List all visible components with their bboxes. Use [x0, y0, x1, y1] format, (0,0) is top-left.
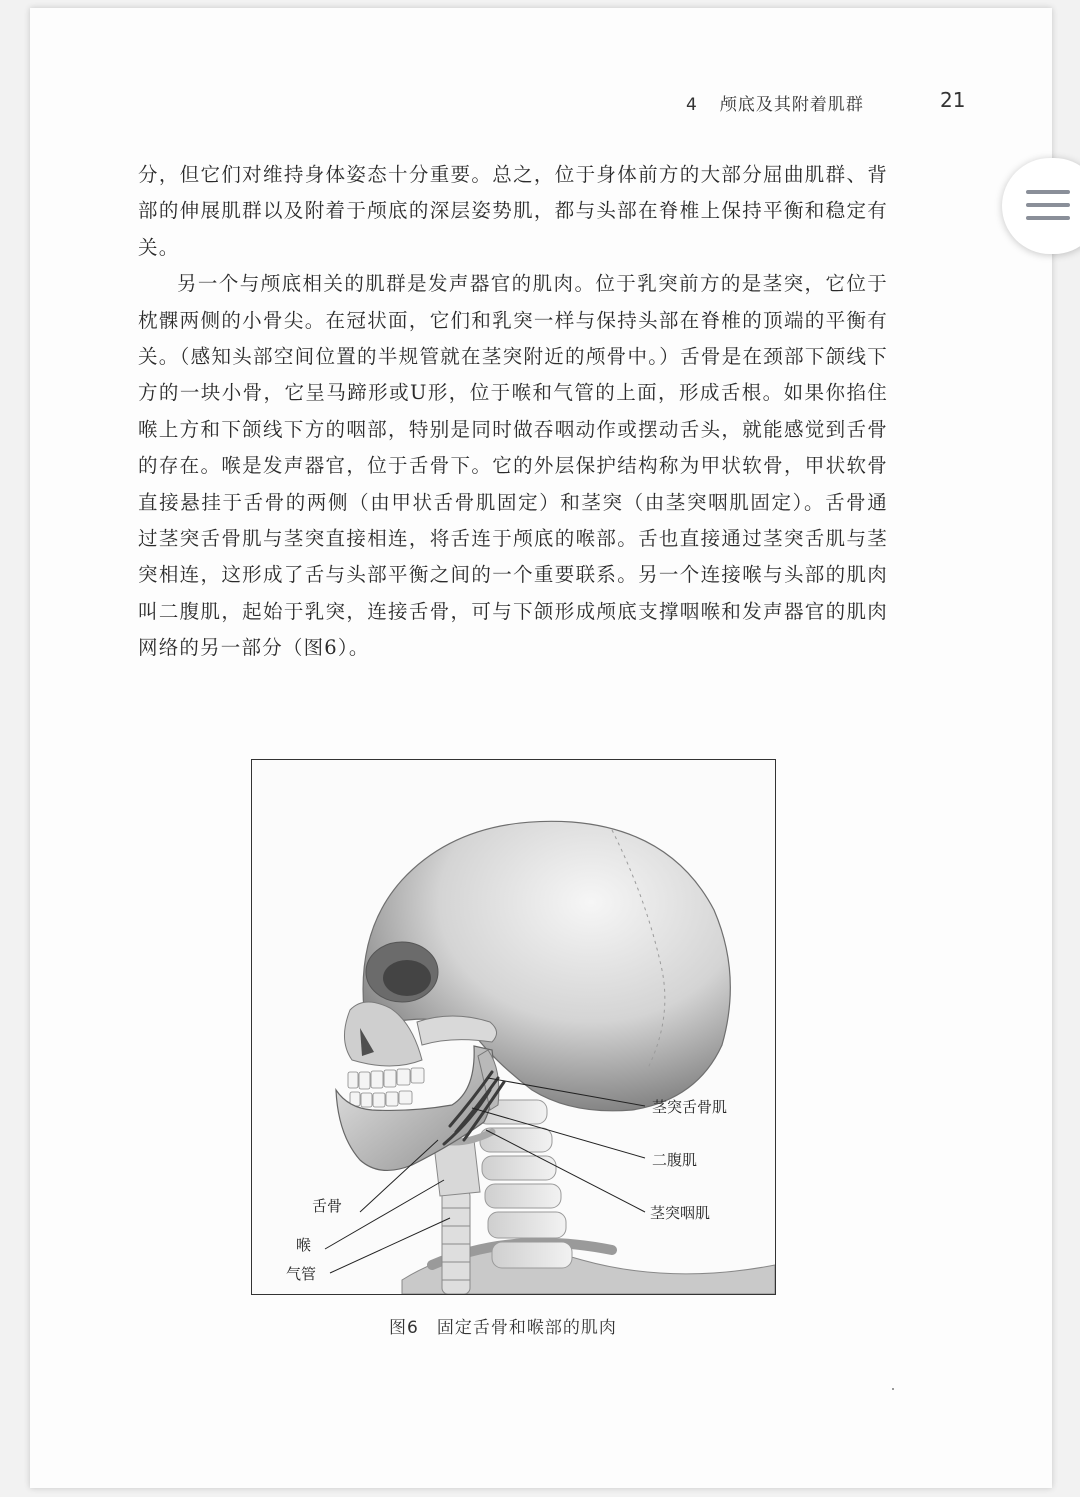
chapter-title: 颅底及其附着肌群 — [719, 95, 864, 115]
body-text — [138, 157, 888, 667]
paragraph: 分，但它们对维持身体姿态十分重要。总之，位于身体前方的大部分屈曲肌群、背部的伸展肌群以及附着于颅底的深层姿势肌，都与头部在脊椎上保持平衡和稳定有关。 — [138, 163, 888, 259]
figure-caption — [389, 1313, 617, 1338]
hamburger-menu-icon — [1026, 190, 1070, 194]
label-larynx: 喉 — [296, 1236, 312, 1254]
label-trachea: 气管 — [286, 1265, 317, 1283]
label-stylohyoid: 茎突舌骨肌 — [652, 1098, 728, 1116]
paragraph: 另一个与颅底相关的肌群是发声器官的肌肉。位于乳突前方的是茎突，它位于枕髁两侧的小骨尖。在冠状面，它们和乳突一样与保持头部在脊椎的顶端的平衡有关。（感知头部空间位置的半规管就在茎突附近的颅骨中。）舌骨是在颈部下颌线下方的一块小骨，它呈马蹄形或U形，位于喉和气管的上面，形成舌根。如果你掐住喉上方和下颌线下方的咽部，特别是同时做吞咽动作或摆动舌头，就能感觉到舌骨的存在。喉是发声器官，位于舌骨下。它的外层保护结构称为甲状软骨，甲状软骨直接悬挂于舌骨的两侧（由甲状舌骨肌固定）和茎突（由茎突咽肌固定）。舌骨通过茎突舌骨肌与茎突直接相连，将舌连于颅底的喉部。舌也直接通过茎突舌肌与茎突相连，这形成了舌与头部平衡之间的一个重要联系。另一个连接喉与头部的肌肉叫二腹肌，起始于乳突，连接舌骨，可与下颌形成颅底支撑咽喉和发声器官的肌肉网络的另一部分（图6）。 — [138, 272, 888, 660]
trachea — [442, 1190, 470, 1294]
hamburger-menu-icon-bar — [1026, 203, 1070, 207]
anatomy-figure — [251, 759, 776, 1295]
label-stylopharyngeus: 茎突咽肌 — [650, 1204, 711, 1222]
hamburger-menu-icon-bar — [1026, 216, 1070, 220]
label-hyoid: 舌骨 — [312, 1197, 343, 1215]
teeth — [348, 1068, 424, 1107]
chapter-number: 4 — [686, 95, 698, 115]
running-header — [686, 90, 864, 115]
figure-caption-text: 固定舌骨和喉部的肌肉 — [436, 1318, 617, 1338]
page-number: 21 — [940, 88, 966, 112]
page-speck — [892, 1388, 894, 1390]
figure-number: 图6 — [389, 1318, 419, 1338]
label-digastric: 二腹肌 — [652, 1151, 698, 1169]
